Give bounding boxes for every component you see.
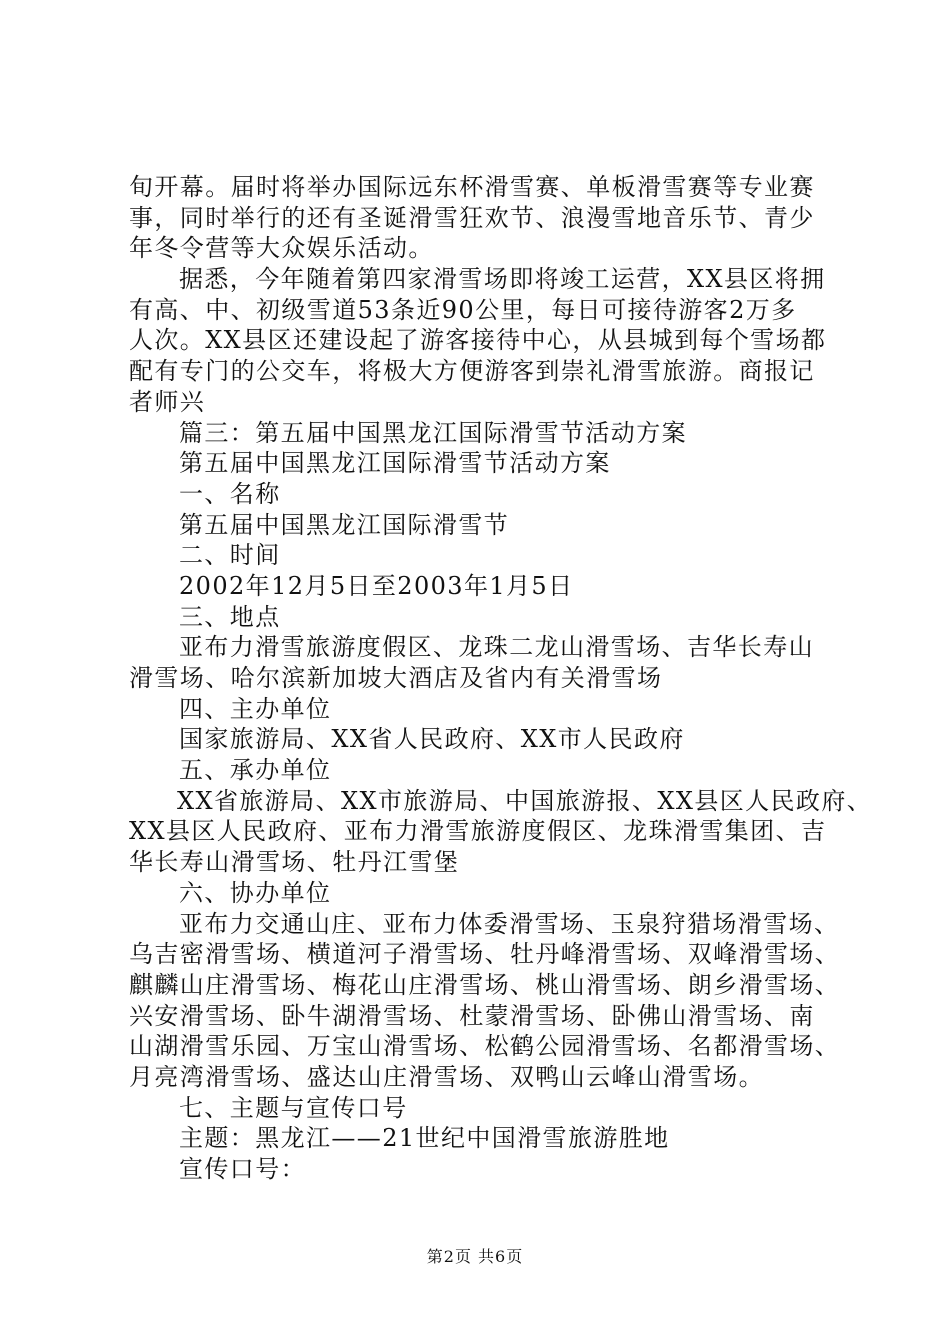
page-footer: 第2页 共6页: [426, 1247, 524, 1266]
text-line: 亚布力滑雪旅游度假区、龙珠二龙山滑雪场、吉华长寿山: [179, 633, 814, 662]
text-line: 一、名称: [179, 479, 281, 508]
text-line: XX县区人民政府、亚布力滑雪旅游度假区、龙珠滑雪集团、吉: [129, 817, 827, 846]
text-line: 第五届中国黑龙江国际滑雪节: [179, 510, 510, 539]
text-line: XX省旅游局、XX市旅游局、中国旅游报、XX县区人民政府、: [177, 786, 873, 815]
text-line: 五、承办单位: [179, 756, 332, 785]
text-line: 者师兴: [129, 387, 206, 416]
text-line: 七、主题与宣传口号: [179, 1093, 408, 1122]
text-line: 2002年12月5日至2003年1月5日: [179, 571, 574, 600]
text-line: 有高、中、初级雪道53条近90公里，每日可接待游客2万多: [129, 295, 797, 324]
document-body: [129, 172, 873, 1185]
text-line: 月亮湾滑雪场、盛达山庄滑雪场、双鸭山云峰山滑雪场。: [129, 1062, 764, 1091]
text-line: 兴安滑雪场、卧牛湖滑雪场、杜蒙滑雪场、卧佛山滑雪场、南: [129, 1001, 815, 1030]
text-line: 篇三：第五届中国黑龙江国际滑雪节活动方案: [179, 418, 687, 447]
text-line: 国家旅游局、XX省人民政府、XX市人民政府: [179, 725, 685, 754]
text-line: 年冬令营等大众娱乐活动。: [129, 234, 434, 263]
text-line: 三、地点: [179, 602, 281, 631]
text-line: 人次。XX县区还建设起了游客接待中心，从县城到每个雪场都: [129, 326, 827, 355]
text-line: 乌吉密滑雪场、横道河子滑雪场、牡丹峰滑雪场、双峰滑雪场、: [129, 940, 841, 969]
text-line: 旬开幕。届时将举办国际远东杯滑雪赛、单板滑雪赛等专业赛: [129, 173, 815, 201]
text-line: 配有专门的公交车，将极大方便游客到崇礼滑雪旅游。商报记: [129, 357, 815, 386]
text-line: 事，同时举行的还有圣诞滑雪狂欢节、浪漫雪地音乐节、青少: [129, 203, 815, 232]
text-line: 四、主办单位: [179, 694, 332, 723]
text-line: 滑雪场、哈尔滨新加坡大酒店及省内有关滑雪场: [129, 664, 663, 692]
text-line: 主题：黑龙江——21世纪中国滑雪旅游胜地: [179, 1124, 670, 1153]
text-line: 第五届中国黑龙江国际滑雪节活动方案: [179, 449, 611, 478]
text-line: 据悉，今年随着第四家滑雪场即将竣工运营，XX县区将拥: [179, 265, 826, 294]
text-line: 二、时间: [179, 541, 281, 570]
text-line: 亚布力交通山庄、亚布力体委滑雪场、玉泉狩猎场滑雪场、: [179, 909, 840, 938]
text-line: 麒麟山庄滑雪场、梅花山庄滑雪场、桃山滑雪场、朗乡滑雪场、: [129, 970, 841, 999]
text-line: 华长寿山滑雪场、牡丹江雪堡: [129, 848, 460, 877]
text-line: 山湖滑雪乐园、万宝山滑雪场、松鹤公园滑雪场、名都滑雪场、: [129, 1032, 841, 1061]
text-line: 六、协办单位: [179, 878, 332, 907]
text-line: 宣传口号：: [179, 1155, 306, 1183]
